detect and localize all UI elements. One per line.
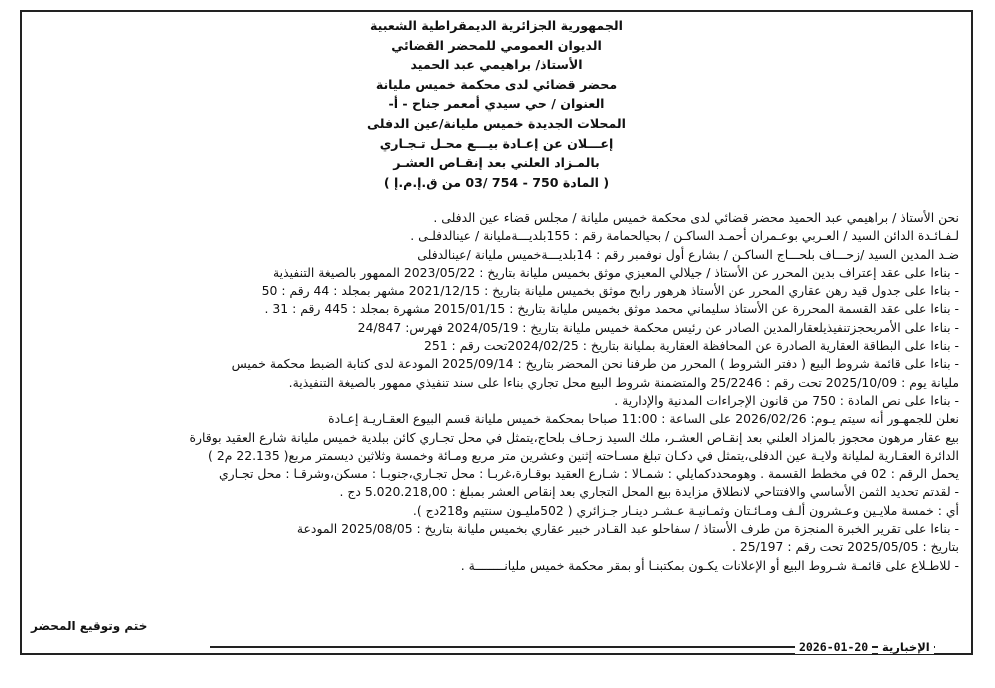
body-line: بتاريخ : 2025/05/05 تحت رقم : 25/197 . — [731, 539, 959, 555]
body-line: مليانة يوم : 2025/10/09 تحت رقم : 25/2246 والمتضمنة شروط البيع محل تجاري بناءا على سند تنفيذي ممهور بالصيغة التنفيذية. — [288, 374, 959, 390]
body-line: نحن الأستاذ / براهيمي عبد الحميد محضر قضائي لدى محكمة خميس مليانة / مجلس قضاء عين الدفلى . — [433, 210, 959, 225]
notice-legal-ref: ( المادة 750 - 754 /03 من ق.إ.م.إ ) — [383, 174, 610, 190]
body-line: - بناءا على جدول قيد رهن عقاري المحرر عن الأستاذ هرهور رابح موثق بخميس مليانة بتاريخ : 2021/12/15 مشهر بمجلد : 44 رقم : 50 — [261, 283, 959, 299]
body-line: - بناءا على نص المادة : 750 من قانون الإجراءات المدنية والإدارية . — [614, 392, 959, 408]
document-body — [30, 209, 959, 575]
body-line: ضـد المدين السيد /زحـــاف بلحـــاج الساكـن / بشارع أول نوفمبر رقم : 14بلديـــةخميس مليانة /عينالدفلى — [417, 246, 959, 262]
body-line: - بناءا على تقرير الخبرة المنجزة من طرف الأستاذ / سفاحلو عبد القـادر خبير عقاري بخميس مليانة بتاريخ : 2025/08/05 المودعة — [296, 521, 959, 537]
document-header — [22, 16, 971, 192]
body-line: يحمل الرقم : 02 في مخطط القسمة . وهومحددكمايلي : شمـالا : شـارع العقيد بوقـارة،غربـا : محل تجـاري،جنوبـا : مسكن،وشرقـا : محل تجـاري — [218, 466, 959, 482]
body-line: - بناءا على عقد إعتراف بدين المحرر عن الأستاذ / جيلالي المعيزي موثق بخميس مليانة بتاريخ : 2023/05/22 الممهور بالصيغة التنفيذية — [273, 264, 959, 280]
body-line: أي : خمسة ملايـين وعـشرون ألـف ومـائـتان وثمـانيـة عـشـر دينـار جـزائري ( 502مليـون سنتيم و218دج ). — [412, 502, 959, 518]
body-line: - بناءا على عقد القسمة المحررة عن الأستاذ سليماني محمد موثق بخميس مليانة بتاريخ : 2015/01/15 مشهرة بمجلد : 445 رقم : 31 . — [264, 301, 959, 317]
body-line: - بناءا على الأمربحجزتنفيذيلعقارالمدين الصادر عن رئيس محكمة خميس مليانة بتاريخ : 2024/05/19 فهرس: 24/847 — [357, 319, 959, 335]
body-line: - بناءا على قائمة شروط البيع ( دفتر الشروط ) المحرر من طرفنا نحن المحضر بتاريخ : 2025/09/14 المودعة لدى كتابة الضبط محكمة خميس — [231, 356, 959, 372]
publication-source: الإخبارية — [878, 640, 934, 654]
body-line: لـفـائـدة الدائن السيد / العـربي بوعـمران أحمـد الساكـن / بحيالحمامة رقم : 155بلديـــةمليانة / عينالدفلـى . — [410, 228, 959, 244]
header-address: العنوان / حي سيدي أمعمر جناح - أ- — [388, 96, 605, 112]
body-line: - للاطـلاع على قائمـة شـروط البيع أو الإعلانات يكـون بمكتبنـا أو بمقر محكمة خميس مليانــــــــة . — [460, 557, 959, 573]
publication-date: 2026-01-20 — [795, 640, 872, 654]
notice-title: إعـــلان عن إعـادة بيـــع محـل تـجـاري — [379, 135, 614, 151]
notice-subtitle: بالمـزاد العلني بعد إنقـاص العشـر — [393, 155, 600, 171]
body-line: الدائرة العقـارية لمليانة ولايـة عين الدفلى،يتمثل في دكـان تبلغ مسـاحته إثنين وعشرين متر مربع ومـائة وخمسة وثلاثين ديسمتر مربع( 22.135 م2 ) — [208, 447, 959, 463]
header-bailiff-court: محضر قضائي لدى محكمة خميس مليانة — [375, 76, 618, 92]
body-line: - لقدتم تحديد الثمن الأساسي والافتتاحي لانطلاق مزايدة بيع المحل التجاري بعد إنقاص العشر بمبلغ : 5.020.218,00 دج . — [339, 484, 959, 500]
header-bailiff-name: الأستاذ/ براهيمي عبد الحميد — [410, 57, 583, 73]
header-country: الجمهورية الجزائرية الديمقراطية الشعبية — [370, 18, 623, 33]
body-line: نعلن للجمهـور أنه سيتم يـوم: 2026/02/26 على الساعة : 11:00 صباحا بمحكمة خميس مليانة قسم البيوع العقـاريـة إعـادة — [328, 411, 959, 427]
signature-label: ختم وتوقيع المحضر — [31, 619, 148, 633]
document-frame — [20, 10, 973, 655]
header-address-2: المحلات الجديدة خميس مليانة/عين الدفلى — [367, 115, 626, 131]
body-line: - بناءا على البطاقة العقارية الصادرة عن المحافظة العقارية بمليانة بتاريخ : 2024/02/25تحت رقم : 251 — [423, 338, 959, 354]
body-line: بيع عقار مرهون محجوز بالمزاد العلني بعد إنقـاص العشـر، ملك السيد زحـاف بلحاج،يتمثل في محل تجـاري كائن ببلدية خميس مليانة شارع العقيد بوقارة — [189, 429, 959, 445]
header-office: الديوان العمومي للمحضر القضائي — [391, 37, 602, 53]
